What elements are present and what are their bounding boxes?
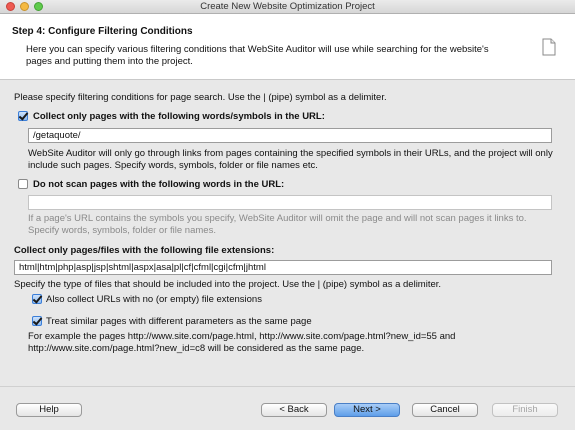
help-button[interactable]: Help <box>16 403 82 417</box>
wizard-footer <box>0 386 575 430</box>
collect-urls-input[interactable] <box>28 128 552 143</box>
filter-settings <box>0 80 575 384</box>
window-title: Create New Website Optimization Project <box>200 1 375 12</box>
exclude-urls-label: Do not scan pages with the following words in the URL: <box>33 179 285 190</box>
collect-urls-hint: WebSite Auditor will only go through links from pages containing the specified symbols in their URLs, and the project will only include such pages. Specify words, symbols, folder or file names etc. <box>28 148 553 171</box>
cancel-button[interactable]: Cancel <box>412 403 478 417</box>
extensions-input[interactable] <box>14 260 552 275</box>
step-header <box>0 14 575 80</box>
no-extension-checkbox[interactable] <box>32 294 42 304</box>
similar-pages-hint: For example the pages http://www.site.com/page.html, http://www.site.com/page.html?new_id=55 and http://www.site.com/page.html?new_id=c8 will be considered as the same page. <box>28 331 456 354</box>
no-extension-label: Also collect URLs with no (or empty) file extensions <box>46 294 262 305</box>
similar-pages-checkbox[interactable] <box>32 316 42 326</box>
title-bar <box>0 0 575 14</box>
extensions-hint: Specify the type of files that should be included into the project. Use the | (pipe) symbol as a delimiter. <box>14 279 442 290</box>
document-icon <box>542 38 556 56</box>
exclude-urls-hint: If a page's URL contains the symbols you specify, WebSite Auditor will omit the page and will not scan pages it links to. Specify words, symbols, folder or file names. <box>28 213 527 236</box>
finish-button[interactable]: Finish <box>492 403 558 417</box>
next-button[interactable]: Next > <box>334 403 400 417</box>
intro-text: Please specify filtering conditions for page search. Use the | (pipe) symbol as a delimiter. <box>14 92 387 103</box>
back-button[interactable]: < Back <box>261 403 327 417</box>
step-title: Step 4: Configure Filtering Conditions <box>12 26 193 37</box>
exclude-urls-input[interactable] <box>28 195 552 210</box>
collect-urls-label: Collect only pages with the following words/symbols in the URL: <box>33 111 325 122</box>
collect-urls-checkbox[interactable] <box>18 111 28 121</box>
step-description: Here you can specify various filtering conditions that WebSite Auditor will use while searching for the website's pages and putting them into the project. <box>26 44 489 67</box>
exclude-urls-checkbox[interactable] <box>18 179 28 189</box>
extensions-label: Collect only pages/files with the following file extensions: <box>14 245 275 256</box>
similar-pages-label: Treat similar pages with different parameters as the same page <box>46 316 312 327</box>
